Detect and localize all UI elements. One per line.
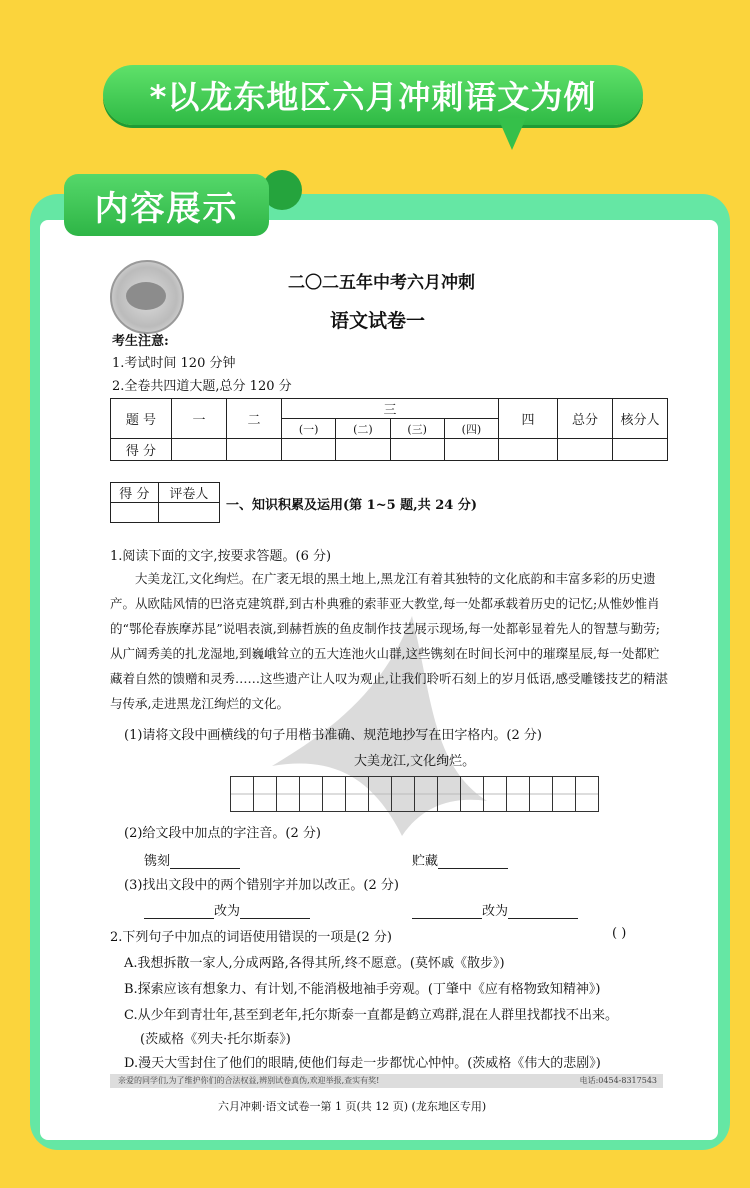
grader-score-cell[interactable]: [111, 503, 159, 523]
score-cell[interactable]: [172, 439, 227, 461]
grid-cell[interactable]: [254, 777, 277, 811]
grid-cell[interactable]: [484, 777, 507, 811]
banner-text: *以龙东地区六月冲刺语文为例: [149, 78, 597, 116]
answer-blank[interactable]: [170, 854, 240, 869]
sub-col-3: (三): [390, 419, 444, 439]
grid-cell[interactable]: [553, 777, 576, 811]
col-4: 四: [499, 399, 558, 439]
answer-blank[interactable]: [412, 904, 482, 919]
question-1-3: (3)找出文段中的两个错别字并加以改正。(2 分): [124, 878, 399, 893]
grid-cell[interactable]: [323, 777, 346, 811]
col-1: 一: [172, 399, 227, 439]
tab-text: 内容展示: [94, 188, 239, 229]
change-label: 改为: [214, 904, 241, 919]
answer-paren[interactable]: ( ): [612, 926, 627, 941]
score-cell[interactable]: [613, 439, 668, 461]
grid-cell[interactable]: [277, 777, 300, 811]
grid-cell[interactable]: [461, 777, 484, 811]
answer-blank[interactable]: [144, 904, 214, 919]
grid-cell[interactable]: [576, 777, 598, 811]
score-cell[interactable]: [336, 439, 390, 461]
row-label-score: 得 分: [111, 439, 172, 461]
score-cell[interactable]: [227, 439, 282, 461]
sub-col-4: (四): [444, 419, 498, 439]
tianzi-grid[interactable]: [230, 776, 599, 812]
headline-banner: [103, 65, 643, 125]
question-1-2: (2)给文段中加点的字注音。(2 分): [124, 826, 321, 841]
exam-subtitle: 语文试卷一: [330, 310, 426, 332]
correction-1: [144, 900, 310, 919]
option-c: C.从少年到青壮年,甚至到老年,托尔斯泰一直都是鹤立鸡群,混在人群里找都找不出来。: [124, 1008, 619, 1023]
seal-emblem: [126, 282, 166, 310]
col-3: 三: [282, 399, 499, 419]
section-title: 一、知识积累及运用(第 1~5 题,共 24 分): [226, 498, 478, 513]
change-label: 改为: [482, 904, 509, 919]
exam-title: 二〇二五年中考六月冲刺: [288, 273, 475, 293]
notice-heading: 考生注意:: [112, 334, 169, 349]
score-cell[interactable]: [499, 439, 558, 461]
section-tab: [64, 174, 269, 236]
grid-cell[interactable]: [346, 777, 369, 811]
question-1-1: (1)请将文段中画横线的句子用楷书准确、规范地抄写在田字格内。(2 分): [124, 728, 542, 743]
option-d: D.漫天大雪封住了他们的眼睛,使他们每走一步都忧心忡忡。(茨威格《伟大的悲剧》): [124, 1056, 601, 1071]
banner-tail: [498, 118, 526, 150]
question-2-stem: 2.下列句子中加点的词语使用错误的一项是(2 分): [110, 930, 392, 945]
pinyin-blank-1: [144, 850, 240, 869]
exam-paper: [40, 220, 718, 1140]
option-a: A.我想拆散一家人,分成两路,各得其所,终不愿意。(莫怀戚《散步》): [124, 956, 505, 971]
question-1-intro: 1.阅读下面的文字,按要求答题。(6 分): [110, 549, 332, 564]
page-footer: 六月冲刺·语文试卷一第 1 页(共 12 页) (龙东地区专用): [218, 1100, 487, 1113]
grid-cell[interactable]: [438, 777, 461, 811]
grader-name-label: 评卷人: [158, 483, 219, 503]
option-b: B.探索应该有想象力、有计划,不能消极地袖手旁观。(丁肇中《应有格物致知精神》): [124, 982, 601, 997]
pinyin-blank-2: [412, 850, 508, 869]
grid-cell[interactable]: [530, 777, 553, 811]
col-2: 二: [227, 399, 282, 439]
grid-cell[interactable]: [392, 777, 415, 811]
answer-blank[interactable]: [508, 904, 578, 919]
sub-col-1: (一): [282, 419, 336, 439]
sub-col-2: (二): [336, 419, 390, 439]
notice-item-2: 2.全卷共四道大题,总分 120 分: [112, 379, 292, 394]
grader-box: [110, 482, 220, 523]
score-cell[interactable]: [444, 439, 498, 461]
grader-name-cell[interactable]: [158, 503, 219, 523]
score-table: [110, 398, 668, 461]
question-1-passage: 大美龙江,文化绚烂。在广袤无垠的黑土地上,黑龙江有着其独特的文化底韵和丰富多彩的历史遗产。从欧陆风情的巴洛克建筑群,到古朴典雅的索菲亚大教堂,每一处都承载着历史的记忆;从惟妙惟肖的“鄂伦春族摩苏昆”说唱表演,到赫哲族的鱼皮制作技艺展示现场,每一处都彰显着先人的智慧与勤劳;从广阔秀美的扎龙湿地,到巍峨耸立的五大连池火山群,这些镌刻在时间长河中的璀璨星辰,每一处都贮藏着自然的馈赠和灵秀……这些遗产让人叹为观止,让我们聆听石刻上的岁月低语,感受雕镂技艺的精湛与传承,走进黑龙江绚烂的文化。: [110, 571, 668, 711]
publisher-seal: [110, 260, 184, 334]
hotline: 电话:0454-8317543: [579, 1076, 657, 1085]
option-c-source: (茨威格《列夫·托尔斯泰》): [140, 1032, 291, 1047]
grader-score-label: 得 分: [111, 483, 159, 503]
anti-piracy-bar: [110, 1074, 663, 1088]
correction-2: [412, 900, 578, 919]
row-label-number: 题 号: [111, 399, 172, 439]
col-checker: 核分人: [613, 399, 668, 439]
grid-cell[interactable]: [507, 777, 530, 811]
score-cell[interactable]: [390, 439, 444, 461]
score-cell[interactable]: [282, 439, 336, 461]
grid-cell[interactable]: [300, 777, 323, 811]
grid-cell[interactable]: [231, 777, 254, 811]
anti-piracy-text: 亲爱的同学们,为了维护你们的合法权益,辨别试卷真伪,欢迎举报,查实有奖!: [118, 1076, 380, 1085]
pinyin-word-1: 镌刻: [144, 854, 171, 869]
grid-cell[interactable]: [369, 777, 392, 811]
copy-sentence: 大美龙江,文化绚烂。: [354, 754, 476, 769]
grid-cell[interactable]: [415, 777, 438, 811]
col-total: 总分: [558, 399, 613, 439]
answer-blank[interactable]: [240, 904, 310, 919]
pinyin-word-2: 贮藏: [412, 854, 439, 869]
answer-blank[interactable]: [438, 854, 508, 869]
score-cell[interactable]: [558, 439, 613, 461]
notice-item-1: 1.考试时间 120 分钟: [112, 356, 236, 371]
